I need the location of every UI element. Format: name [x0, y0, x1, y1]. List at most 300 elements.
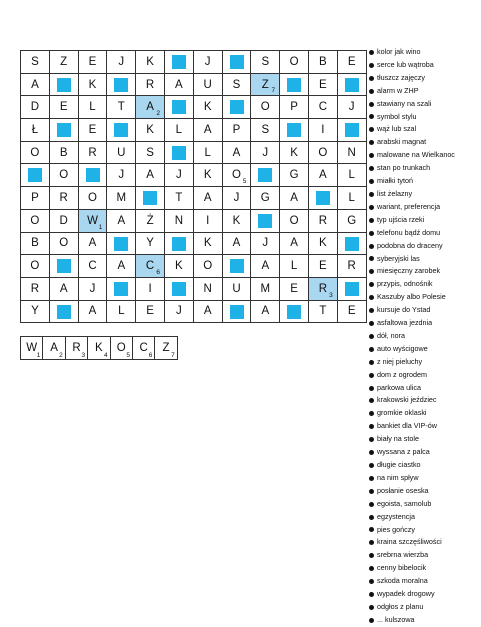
bullet-icon	[369, 618, 374, 623]
cell-letter: O	[289, 55, 299, 68]
cell-letter: Ż	[146, 214, 154, 227]
clue-item	[369, 601, 455, 614]
grid-cell[interactable]	[165, 164, 194, 187]
cell-letter: N	[203, 282, 212, 295]
grid-cell[interactable]	[280, 210, 309, 233]
cell-letter: T	[175, 191, 183, 204]
cell-letter: Ł	[31, 123, 39, 136]
grid-cell[interactable]	[136, 233, 165, 256]
cell-letter: B	[59, 146, 68, 159]
cell-letter: O	[30, 146, 40, 159]
solution-cell[interactable]	[66, 337, 88, 360]
cell-letter: S	[31, 55, 39, 68]
clue-item	[369, 72, 455, 85]
grid-cell[interactable]	[280, 187, 309, 210]
grid-cell[interactable]	[50, 233, 79, 256]
grid-cell[interactable]	[280, 51, 309, 74]
block-cell	[280, 74, 309, 97]
bullet-icon	[369, 166, 374, 171]
grid-cell[interactable]	[194, 233, 223, 256]
bullet-icon	[369, 179, 374, 184]
bullet-icon	[369, 540, 374, 545]
cell-letter: A	[319, 169, 327, 182]
bullet-icon	[369, 515, 374, 520]
cell-letter: R	[145, 78, 155, 91]
solution-letter: W	[26, 341, 38, 354]
grid-cell[interactable]	[107, 210, 136, 233]
cell-letter: E	[319, 78, 327, 91]
grid-cell[interactable]	[251, 119, 280, 142]
bullet-icon	[369, 127, 374, 132]
clue-item	[369, 253, 455, 266]
bullet-icon	[369, 360, 374, 365]
clue-text: symbol stylu	[377, 111, 417, 121]
block-cell	[251, 210, 280, 233]
cell-letter: U	[203, 78, 212, 91]
bullet-icon	[369, 76, 374, 81]
grid-cell[interactable]	[194, 255, 223, 278]
grid-cell[interactable]	[21, 142, 50, 165]
grid-cell[interactable]	[194, 210, 223, 233]
grid-cell[interactable]	[136, 210, 165, 233]
grid-cell[interactable]	[136, 301, 165, 324]
clue-text: długie ciastko	[377, 460, 421, 469]
cell-letter: K	[203, 101, 212, 114]
solution-cell[interactable]	[21, 337, 43, 360]
grid-cell[interactable]	[21, 96, 50, 119]
clue-item	[369, 175, 455, 188]
grid-cell[interactable]	[194, 142, 223, 165]
grid-cell[interactable]	[338, 142, 367, 165]
clue-list	[369, 46, 455, 627]
clue-item	[369, 407, 455, 420]
cell-letter: R	[59, 191, 68, 204]
block-cell	[280, 119, 309, 142]
clue-text: krakowski jeździec	[377, 395, 437, 405]
grid-cell[interactable]	[251, 233, 280, 256]
cell-letter: Y	[146, 237, 154, 250]
grid-cell[interactable]	[107, 301, 136, 324]
cell-letter: K	[146, 55, 154, 68]
cell-letter: A	[203, 123, 212, 136]
bullet-icon	[369, 605, 374, 610]
grid-cell[interactable]	[136, 119, 165, 142]
grid-cell[interactable]	[21, 74, 50, 97]
clue-text: srebrna wierzba	[377, 550, 429, 560]
clue-item	[369, 149, 455, 162]
solution-index: 3	[81, 351, 86, 359]
cell-letter: O	[30, 214, 40, 227]
cell-letter: O	[59, 237, 69, 250]
solution-index: 7	[171, 351, 175, 359]
block-cell	[165, 51, 194, 74]
block-cell	[165, 142, 194, 165]
cell-letter: E	[319, 260, 327, 273]
solution-letter: C	[139, 341, 148, 354]
bullet-icon	[369, 579, 374, 584]
bullet-icon	[369, 308, 374, 313]
solution-letter: O	[116, 341, 126, 354]
clue-item	[369, 304, 455, 317]
grid-cell[interactable]	[251, 301, 280, 324]
solution-row	[20, 336, 178, 360]
grid-cell[interactable]	[309, 164, 338, 187]
block-cell	[338, 278, 367, 301]
grid-cell[interactable]	[223, 187, 252, 210]
clue-item	[369, 227, 455, 240]
grid-cell[interactable]	[79, 119, 108, 142]
solution-index: 1	[36, 351, 41, 359]
grid-cell[interactable]	[251, 255, 280, 278]
cell-letter: Z	[60, 55, 68, 68]
grid-cell[interactable]	[165, 119, 194, 142]
grid-cell[interactable]	[280, 255, 309, 278]
cell-letter: J	[262, 146, 269, 159]
clue-item	[369, 472, 455, 485]
clue-text: telefonu bądź domu	[377, 227, 441, 237]
grid-cell[interactable]	[309, 96, 338, 119]
cell-index: 2	[156, 110, 160, 118]
bullet-icon	[369, 295, 374, 300]
grid-cell[interactable]	[79, 278, 108, 301]
cell-letter: A	[232, 237, 241, 250]
grid-cell[interactable]	[223, 278, 252, 301]
bullet-icon	[369, 463, 374, 468]
grid-cell[interactable]	[309, 210, 338, 233]
bullet-icon	[369, 321, 374, 326]
bullet-icon	[369, 63, 374, 68]
bullet-icon	[369, 398, 374, 403]
bullet-icon	[369, 411, 374, 416]
block-cell	[251, 164, 280, 187]
block-cell	[136, 187, 165, 210]
grid-cell[interactable]	[79, 96, 108, 119]
grid-cell[interactable]	[309, 51, 338, 74]
cell-letter: A	[117, 214, 126, 227]
clue-text: na nim spływ	[377, 472, 419, 482]
grid-cell[interactable]	[194, 187, 223, 210]
cell-letter: P	[290, 101, 298, 114]
cell-letter: K	[88, 78, 97, 91]
grid-cell[interactable]	[223, 164, 252, 187]
cell-letter: L	[118, 305, 125, 318]
solution-cell[interactable]	[88, 337, 110, 360]
grid-cell[interactable]	[280, 96, 309, 119]
grid-cell[interactable]	[223, 210, 252, 233]
cell-letter: E	[347, 305, 356, 318]
block-cell	[165, 96, 194, 119]
clue-text: z niej pieluchy	[377, 356, 423, 366]
grid-cell[interactable]	[21, 233, 50, 256]
grid-cell[interactable]	[79, 74, 108, 97]
grid-cell[interactable]	[50, 51, 79, 74]
cell-letter: G	[289, 169, 299, 182]
grid-cell[interactable]	[136, 96, 165, 119]
clue-item	[369, 524, 455, 537]
clue-text: dom z ogrodem	[377, 369, 427, 379]
grid-cell[interactable]	[338, 255, 367, 278]
grid-cell[interactable]	[136, 164, 165, 187]
cell-letter: K	[203, 169, 212, 182]
cell-letter: U	[232, 282, 241, 295]
grid-cell[interactable]	[165, 255, 194, 278]
cell-letter: A	[88, 237, 97, 250]
cell-letter: J	[262, 237, 269, 250]
cell-letter: T	[117, 101, 125, 114]
grid-cell[interactable]	[194, 301, 223, 324]
grid-cell[interactable]	[136, 142, 165, 165]
cell-letter: Z	[261, 78, 269, 91]
cell-letter: J	[118, 169, 125, 182]
cell-letter: J	[89, 282, 96, 295]
cell-letter: A	[175, 78, 183, 91]
grid-cell[interactable]	[223, 233, 252, 256]
grid-cell[interactable]	[223, 74, 252, 97]
grid-cell[interactable]	[223, 142, 252, 165]
solution-cell[interactable]	[111, 337, 133, 360]
bullet-icon	[369, 334, 374, 339]
cell-letter: C	[318, 101, 328, 114]
solution-cell[interactable]	[155, 337, 177, 360]
grid-cell[interactable]	[251, 142, 280, 165]
clue-text: dół, nora	[377, 330, 405, 340]
grid-cell[interactable]	[21, 187, 50, 210]
bullet-icon	[369, 373, 374, 378]
cell-letter: R	[30, 282, 40, 295]
grid-cell[interactable]	[280, 233, 309, 256]
grid-cell[interactable]	[338, 210, 367, 233]
clue-text: bankiet dla VIP-ów	[377, 421, 437, 431]
clue-item	[369, 382, 455, 395]
cell-letter: N	[347, 146, 356, 159]
clue-text: egzystencja	[377, 511, 415, 521]
grid-cell[interactable]	[21, 119, 50, 142]
clue-item	[369, 201, 455, 214]
grid-cell[interactable]	[107, 96, 136, 119]
grid-cell[interactable]	[107, 142, 136, 165]
grid-cell[interactable]	[309, 255, 338, 278]
grid-cell[interactable]	[338, 51, 367, 74]
cell-letter: S	[146, 146, 154, 159]
clue-item	[369, 188, 455, 201]
grid-cell[interactable]	[79, 142, 108, 165]
cell-letter: K	[203, 237, 212, 250]
bullet-icon	[369, 553, 374, 558]
cell-letter: A	[146, 169, 154, 182]
cell-letter: L	[290, 260, 298, 273]
grid-cell[interactable]	[309, 142, 338, 165]
block-cell	[50, 119, 79, 142]
block-cell	[79, 164, 108, 187]
grid-cell[interactable]	[194, 74, 223, 97]
grid-cell[interactable]	[107, 255, 136, 278]
grid-cell[interactable]	[79, 255, 108, 278]
grid-cell[interactable]	[338, 96, 367, 119]
grid-cell[interactable]	[79, 301, 108, 324]
cell-letter: N	[174, 214, 184, 227]
block-cell	[309, 187, 338, 210]
grid-cell[interactable]	[194, 96, 223, 119]
clue-item	[369, 446, 455, 459]
grid-cell[interactable]	[194, 51, 223, 74]
clue-text: kolor jak wino	[377, 47, 421, 56]
cell-letter: P	[31, 191, 39, 204]
grid-cell[interactable]	[136, 51, 165, 74]
clue-item	[369, 511, 455, 524]
clue-text: szkoda moralna	[377, 576, 428, 586]
cell-letter: A	[203, 191, 212, 204]
grid-cell[interactable]	[165, 187, 194, 210]
grid-cell[interactable]	[50, 278, 79, 301]
clue-item	[369, 123, 455, 136]
grid-cell[interactable]	[107, 51, 136, 74]
clue-text: tłuszcz zajęczy	[377, 72, 425, 82]
clue-text: serce lub wątroba	[377, 59, 434, 69]
grid-cell[interactable]	[280, 142, 309, 165]
solution-cell[interactable]	[43, 337, 65, 360]
block-cell	[338, 233, 367, 256]
clue-text: Kaszuby albo Polesie	[377, 292, 446, 302]
bullet-icon	[369, 592, 374, 597]
block-cell	[223, 51, 252, 74]
grid-cell[interactable]	[21, 278, 50, 301]
grid-cell[interactable]	[309, 74, 338, 97]
grid-cell[interactable]	[251, 51, 280, 74]
grid-cell[interactable]	[79, 51, 108, 74]
grid-cell[interactable]	[79, 210, 108, 233]
block-cell	[223, 301, 252, 324]
clue-text: stan po trunkach	[377, 163, 431, 173]
cell-letter: A	[31, 78, 39, 91]
grid-cell[interactable]	[309, 119, 338, 142]
clue-item	[369, 394, 455, 407]
clue-text: wąż lub szal	[377, 124, 417, 134]
cell-letter: O	[260, 101, 270, 114]
clue-text: stawiany na szali	[377, 98, 432, 108]
bullet-icon	[369, 502, 374, 507]
solution-letter: Z	[162, 341, 170, 354]
bullet-icon	[369, 424, 374, 429]
grid-cell[interactable]	[280, 278, 309, 301]
cell-letter: B	[319, 55, 327, 68]
clue-item	[369, 562, 455, 575]
grid-cell[interactable]	[194, 278, 223, 301]
cell-index: 3	[329, 291, 333, 299]
clue-text: auto wyścigowe	[377, 343, 428, 353]
grid-cell[interactable]	[309, 301, 338, 324]
cell-letter: E	[290, 282, 298, 295]
clue-item	[369, 420, 455, 433]
grid-cell[interactable]	[251, 74, 280, 97]
grid-cell[interactable]	[107, 164, 136, 187]
grid-cell[interactable]	[50, 96, 79, 119]
solution-index: 2	[59, 351, 63, 359]
clue-item	[369, 162, 455, 175]
solution-index: 5	[126, 351, 130, 359]
grid-cell[interactable]	[79, 187, 108, 210]
grid-cell[interactable]	[79, 233, 108, 256]
clue-text: przypis, odnośnik	[377, 279, 433, 289]
cell-letter: I	[321, 123, 325, 136]
clue-text: wypadek drogowy	[377, 589, 435, 599]
block-cell	[21, 164, 50, 187]
block-cell	[165, 278, 194, 301]
block-cell	[50, 301, 79, 324]
cell-letter: M	[260, 282, 271, 295]
solution-cell[interactable]	[133, 337, 155, 360]
cell-letter: L	[348, 169, 355, 182]
grid-cell[interactable]	[309, 233, 338, 256]
grid-cell[interactable]	[21, 51, 50, 74]
cell-letter: J	[176, 169, 182, 182]
grid-cell[interactable]	[223, 119, 252, 142]
grid-cell[interactable]	[194, 164, 223, 187]
grid-cell[interactable]	[251, 278, 280, 301]
cell-letter: K	[146, 123, 154, 136]
block-cell	[223, 96, 252, 119]
clue-text: egoista, samolub	[377, 498, 432, 508]
clue-item	[369, 46, 455, 59]
clue-item	[369, 498, 455, 511]
grid-cell[interactable]	[165, 210, 194, 233]
clue-text: wariant, preferencja	[377, 201, 441, 211]
grid-cell[interactable]	[136, 74, 165, 97]
block-cell	[338, 119, 367, 142]
clue-item	[369, 317, 455, 330]
grid-cell[interactable]	[338, 164, 367, 187]
block-cell	[107, 74, 136, 97]
cell-letter: K	[232, 214, 241, 227]
grid-cell[interactable]	[165, 74, 194, 97]
cell-letter: A	[232, 146, 241, 159]
grid-cell[interactable]	[50, 164, 79, 187]
clue-item	[369, 214, 455, 227]
grid-cell[interactable]	[338, 301, 367, 324]
bullet-icon	[369, 102, 374, 107]
clue-item	[369, 549, 455, 562]
grid-cell[interactable]	[21, 255, 50, 278]
grid-cell[interactable]	[251, 96, 280, 119]
grid-cell[interactable]	[280, 164, 309, 187]
bullet-icon	[369, 231, 374, 236]
grid-cell[interactable]	[50, 187, 79, 210]
grid-cell[interactable]	[194, 119, 223, 142]
cell-letter: K	[175, 260, 183, 273]
grid-cell[interactable]	[107, 187, 136, 210]
bullet-icon	[369, 218, 374, 223]
grid-cell[interactable]	[338, 187, 367, 210]
grid-cell[interactable]	[165, 301, 194, 324]
grid-cell[interactable]	[251, 187, 280, 210]
clue-text: typ ujścia rzeki	[377, 214, 425, 224]
grid-cell[interactable]	[21, 210, 50, 233]
grid-cell[interactable]	[50, 210, 79, 233]
bullet-icon	[369, 527, 374, 532]
cell-letter: R	[318, 282, 328, 295]
cell-letter: A	[117, 260, 126, 273]
clue-text: arabski magnat	[377, 137, 427, 147]
grid-cell[interactable]	[309, 278, 338, 301]
clue-item	[369, 85, 455, 98]
cell-letter: R	[88, 146, 97, 159]
grid-cell[interactable]	[136, 278, 165, 301]
cell-letter: I	[148, 282, 152, 295]
grid-cell[interactable]	[136, 255, 165, 278]
cell-letter: C	[88, 260, 97, 273]
cell-letter: G	[347, 214, 357, 227]
grid-cell[interactable]	[50, 142, 79, 165]
grid-cell[interactable]	[21, 301, 50, 324]
